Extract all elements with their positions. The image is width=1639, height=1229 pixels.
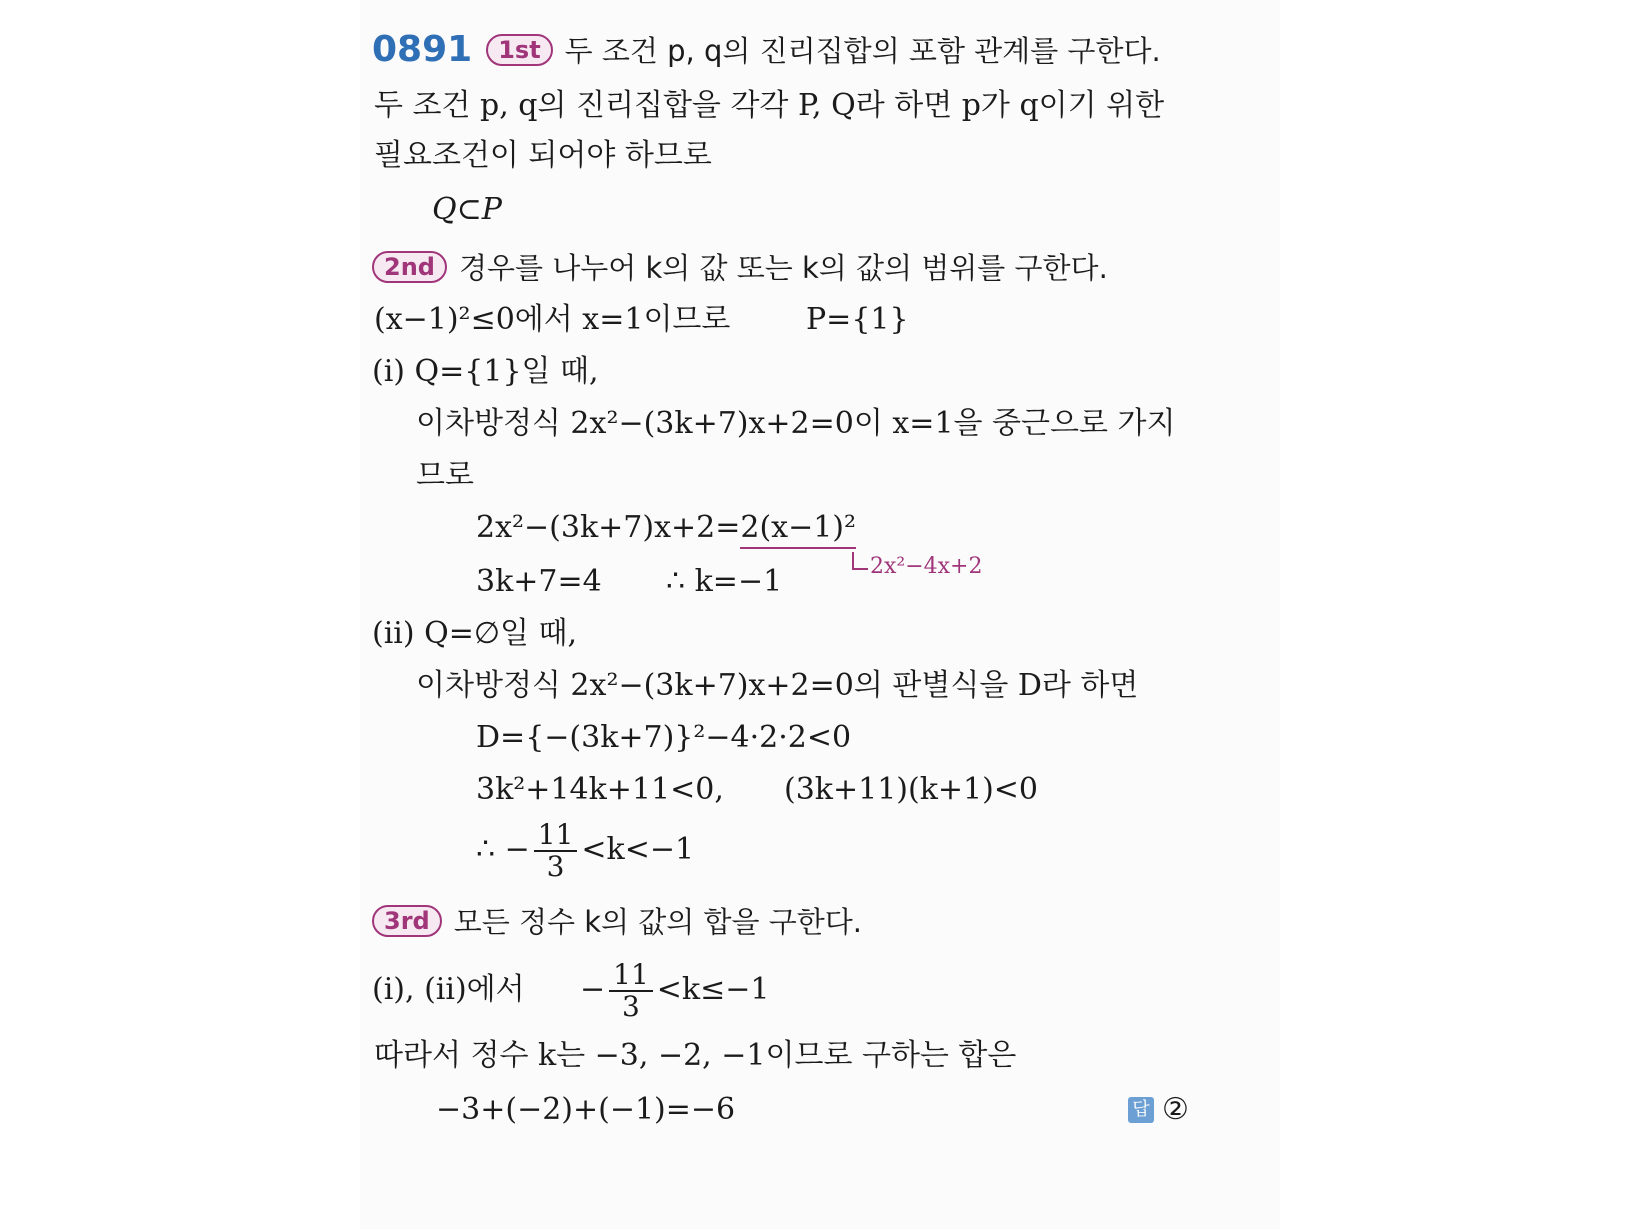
inequality: <k≤−1 [656,972,770,1007]
answer [1128,1090,1189,1130]
step1-badge: 1st [486,34,552,66]
step2-badge: 2nd [372,251,447,283]
text-line: (i), (ii)에서 [372,972,525,1007]
step1-text: 두 조건 p, q의 진리집합의 포함 관계를 구한다. [564,34,1161,68]
math-line [476,820,694,882]
step3-header [372,902,862,943]
text-line: 필요조건이 되어야 하므로 [374,138,712,173]
step3-text: 모든 정수 k의 값의 합을 구한다. [453,905,862,939]
minus: − [580,972,606,1007]
math-line: 3k²+14k+11<0, [476,772,724,807]
math-line: P={1} [806,302,909,337]
text-line: 따라서 정수 k는 −3, −2, −1이므로 구하는 합은 [374,1038,1017,1073]
answer-label: 답 [1128,1097,1154,1123]
math-line: D={−(3k+7)}²−4·2·2<0 [476,720,852,755]
equation-right-underlined: 2(x−1)² [740,510,856,549]
equation-left: 2x²−(3k+7)x+2= [476,510,741,545]
denominator: 3 [622,990,640,1023]
therefore-minus: ∴ − [476,832,530,867]
note-bracket [852,552,868,570]
step3-badge: 3rd [372,905,442,937]
text-line: 므로 [416,458,474,493]
fraction [534,820,578,882]
math-line: 3k+7=4 [476,564,602,599]
math-line: (x−1)²≤0에서 x=1이므로 [374,302,731,337]
math-line [580,960,769,1022]
step2-header [372,248,1108,289]
step2-text: 경우를 나누어 k의 값 또는 k의 값의 범위를 구한다. [458,251,1108,285]
case-heading: (i) Q={1}일 때, [372,354,599,389]
text-line: 이차방정식 2x²−(3k+7)x+2=0이 x=1을 중근으로 가지 [416,406,1176,441]
fraction [609,960,653,1022]
inequality: <k<−1 [581,832,695,867]
case-heading: (ii) Q=∅일 때, [372,616,578,651]
numerator: 11 [534,820,578,852]
step1-header [372,30,1161,72]
denominator: 3 [546,850,565,883]
expansion-note: 2x²−4x+2 [870,554,983,579]
numerator: 11 [609,960,653,992]
math-line: ∴ k=−1 [666,564,783,599]
problem-number: 0891 [372,29,473,70]
answer-value: ② [1162,1092,1189,1127]
text-line: 두 조건 p, q의 진리집합을 각각 P, Q라 하면 p가 q이기 위한 [374,88,1165,123]
math-line: −3+(−2)+(−1)=−6 [436,1092,736,1127]
math-line: Q⊂P [432,192,502,227]
text-line: 이차방정식 2x²−(3k+7)x+2=0의 판별식을 D라 하면 [416,668,1139,703]
math-line: (3k+11)(k+1)<0 [784,772,1039,807]
math-line [476,508,856,548]
